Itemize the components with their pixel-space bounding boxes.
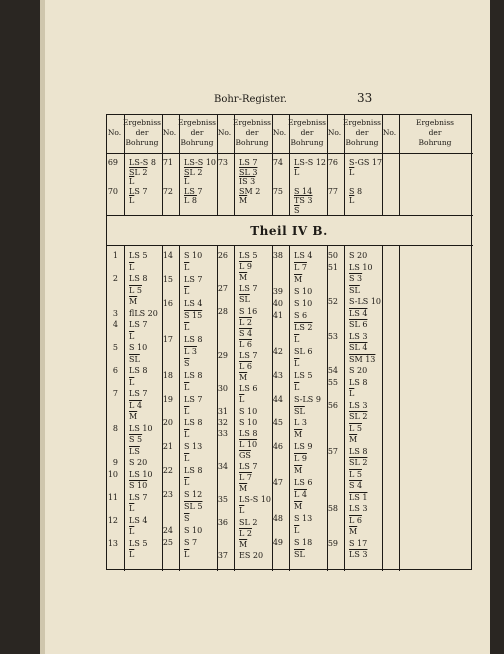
entry-number: 69 bbox=[107, 158, 118, 167]
entry-result: LS 8 bbox=[184, 370, 203, 380]
entry-result: $\overline{L}$ bbox=[184, 286, 190, 296]
entry-result: L 2 bbox=[239, 317, 252, 327]
entry-result: LS 7 bbox=[129, 389, 148, 399]
header-result: Ergebniss bbox=[178, 118, 217, 127]
entry-result: LS 7 bbox=[129, 492, 148, 502]
entry-result: SL 6 bbox=[349, 320, 368, 330]
entry-result: LS 4 bbox=[349, 308, 368, 318]
header-result: der bbox=[355, 128, 369, 137]
header-no: No. bbox=[327, 128, 342, 137]
entry-result: $\overline{L}$ bbox=[184, 322, 190, 332]
entry-number: 6 bbox=[112, 366, 118, 376]
entry-number: 12 bbox=[107, 515, 118, 525]
entry-number: 1 bbox=[112, 251, 118, 260]
entry-result: S 10 bbox=[239, 406, 258, 416]
entry-number: 10 bbox=[107, 469, 118, 479]
entry-result: S 10 bbox=[294, 298, 313, 308]
entry-result: $\overline{L}$ bbox=[294, 358, 300, 368]
entry-result: LS 5 bbox=[294, 370, 313, 380]
entry-result: SL 5 bbox=[184, 502, 203, 512]
entry-result: S 7 bbox=[184, 538, 198, 548]
entry-number: 40 bbox=[272, 298, 283, 308]
entry-number: 47 bbox=[272, 478, 283, 488]
entry-result: LS 8 bbox=[184, 466, 203, 476]
entry-result: LS 10 bbox=[349, 262, 373, 272]
entry-result: S-LS 10 bbox=[349, 297, 381, 307]
entry-result: LS 8 bbox=[184, 334, 203, 344]
entry-result: S 17 bbox=[349, 538, 368, 548]
entry-result: $\overline{L}$ bbox=[239, 506, 245, 516]
entry-result: $\overline{M}$ bbox=[349, 527, 358, 537]
entry-result: $\overline{M}$ bbox=[239, 373, 248, 383]
header-result: Ergebniss bbox=[288, 118, 327, 127]
entry-result: L 5 bbox=[349, 469, 362, 479]
header-no: No. bbox=[107, 128, 122, 137]
entry-result: LS 8 bbox=[349, 377, 368, 387]
section-title: Theil IV B. bbox=[250, 224, 328, 238]
entry-result: L 5 bbox=[129, 285, 142, 295]
entry-number: 5 bbox=[112, 343, 118, 353]
entry-result: SL 6 bbox=[294, 346, 313, 356]
entry-result: LS 3 bbox=[349, 331, 368, 341]
header-result: Bohrung bbox=[345, 138, 379, 147]
entry-result: LS 8 bbox=[129, 274, 148, 284]
entry-result: $\overline{SL}$ bbox=[349, 285, 360, 295]
entry-number: 19 bbox=[162, 394, 173, 404]
entry-number: 13 bbox=[107, 538, 118, 548]
entry-result: LS 3 bbox=[349, 504, 368, 514]
header-no: No. bbox=[217, 128, 232, 137]
entry-result: $\overline{M}$ bbox=[349, 435, 358, 445]
entry-number: 11 bbox=[107, 492, 118, 502]
entry-result: L 6 bbox=[239, 362, 252, 372]
entry-result: L 6 bbox=[239, 339, 252, 349]
entry-number: 70 bbox=[107, 186, 118, 196]
entry-result: $\overline{SL}$ bbox=[294, 406, 305, 416]
entry-number: 50 bbox=[327, 251, 338, 260]
header-no: No. bbox=[272, 128, 287, 137]
entry-number: 73 bbox=[217, 158, 228, 167]
entry-result: S 10 bbox=[129, 481, 148, 491]
entry-result: S 16 bbox=[239, 306, 258, 316]
entry-number: 72 bbox=[162, 186, 173, 196]
entry-number: 45 bbox=[272, 418, 283, 428]
entry-result: LS 5 bbox=[239, 251, 258, 260]
entry-number: 53 bbox=[327, 331, 338, 341]
header-no: No. bbox=[162, 128, 177, 137]
entry-number: 48 bbox=[272, 514, 283, 524]
entry-result: $\overline{L}$ bbox=[129, 177, 135, 186]
entry-result: S 10 bbox=[184, 526, 203, 536]
entry-result: L 8 bbox=[184, 196, 197, 205]
entry-result: L 9 bbox=[294, 454, 307, 464]
column-rule-lower bbox=[124, 245, 125, 571]
entry-result: L 2 bbox=[239, 528, 252, 538]
entry-result: LS 6 bbox=[239, 384, 258, 394]
column-rule-lower bbox=[289, 245, 290, 571]
entry-result: $\overline{L}$ bbox=[184, 177, 190, 186]
column-rule-lower bbox=[399, 245, 400, 571]
entry-number: 20 bbox=[162, 418, 173, 428]
header-result: der bbox=[135, 128, 149, 137]
entry-result: S 13 bbox=[294, 514, 313, 524]
entry-result: TS 3 bbox=[294, 196, 313, 205]
entry-result: $\overline{SL}$ bbox=[294, 550, 305, 560]
entry-result: S 13 bbox=[184, 442, 203, 452]
entry-result: $\overline{L}$ bbox=[294, 167, 300, 177]
entry-result: $\overline{L}$ bbox=[129, 504, 135, 514]
header-result: Bohrung bbox=[180, 138, 214, 147]
entry-result: flLS 20 bbox=[129, 308, 158, 318]
entry-result: SL 2 bbox=[184, 167, 203, 177]
entry-number: 59 bbox=[327, 538, 338, 548]
column-rule-lower bbox=[162, 245, 163, 571]
entry-result: S 20 bbox=[349, 366, 368, 376]
entry-result: LS 2 bbox=[294, 322, 313, 332]
entry-result: LS-S 8 bbox=[129, 158, 156, 167]
entry-result: LS 3 bbox=[349, 400, 368, 410]
entry-result: S 5 bbox=[129, 435, 143, 445]
entry-result: S 3 bbox=[349, 274, 363, 284]
header-result: Bohrung bbox=[235, 138, 269, 147]
entry-number: 9 bbox=[112, 458, 118, 468]
entry-number: 15 bbox=[162, 274, 173, 284]
entry-result: S 18 bbox=[294, 538, 313, 548]
entry-result: S 10 bbox=[294, 286, 313, 296]
entry-result: $\overline{LS}$ bbox=[129, 446, 140, 456]
page-number: 33 bbox=[357, 91, 373, 105]
entry-result: S-LS 9 bbox=[294, 394, 321, 404]
entry-result: S 10 bbox=[239, 417, 258, 427]
entry-number: 76 bbox=[327, 158, 338, 167]
entry-number: 46 bbox=[272, 442, 283, 452]
entry-result: S 4 bbox=[239, 328, 253, 338]
entry-result: $\overline{L}$ bbox=[184, 478, 190, 488]
entry-result: S 10 bbox=[129, 343, 148, 353]
entry-result: $\overline{M}$ bbox=[294, 430, 303, 440]
entry-result: $\overline{M}$ bbox=[294, 502, 303, 512]
entry-result: $\overline{M}$ bbox=[294, 274, 303, 284]
entry-result: S 4 bbox=[349, 481, 363, 491]
entry-result: LS 7 bbox=[239, 462, 258, 472]
entry-number: 35 bbox=[217, 495, 228, 505]
entry-result: L 4 bbox=[129, 400, 142, 410]
entry-result: $\overline{GS}$ bbox=[239, 450, 251, 460]
entry-result: S 6 bbox=[294, 310, 308, 320]
entry-number: 28 bbox=[217, 306, 228, 316]
entry-result: $\overline{L}$ bbox=[184, 454, 190, 464]
entry-result: $\overline{L}$ bbox=[184, 262, 190, 272]
entry-result: $\overline{M}$ bbox=[239, 484, 248, 494]
entry-number: 26 bbox=[217, 251, 228, 260]
entry-number: 44 bbox=[272, 394, 283, 404]
entry-result: L 7 bbox=[294, 262, 307, 272]
entry-result: LS 1 bbox=[349, 492, 368, 502]
entry-result: LS 8 bbox=[184, 418, 203, 428]
entry-number: 3 bbox=[112, 308, 118, 318]
entry-number: 33 bbox=[217, 428, 228, 438]
entry-result: S 20 bbox=[349, 251, 368, 260]
entry-number: 2 bbox=[112, 274, 118, 284]
column-rule-lower bbox=[234, 245, 235, 571]
entry-number: 38 bbox=[272, 251, 283, 260]
entry-result: L 9 bbox=[239, 262, 252, 272]
entry-result: LS 4 bbox=[129, 515, 148, 525]
entry-number: 27 bbox=[217, 284, 228, 294]
entry-result: LS 7 bbox=[239, 350, 258, 360]
entry-result: $\overline{M}$ bbox=[294, 466, 303, 476]
entry-number: 58 bbox=[327, 504, 338, 514]
entry-result: LS-S 10 bbox=[184, 158, 216, 167]
entry-result: LS 4 bbox=[294, 251, 313, 260]
entry-result: $\overline{L}$ bbox=[184, 430, 190, 440]
entry-number: 16 bbox=[162, 298, 173, 308]
entry-result: S 12 bbox=[184, 490, 203, 500]
entry-result: $\overline{L}$ bbox=[129, 550, 135, 560]
entry-number: 7 bbox=[112, 389, 118, 399]
entry-number: 77 bbox=[327, 186, 338, 196]
entry-result: L 10 bbox=[239, 439, 258, 449]
entry-result: LS 9 bbox=[294, 442, 313, 452]
entry-number: 22 bbox=[162, 466, 173, 476]
header-result: der bbox=[428, 128, 442, 137]
entry-result: L 3 bbox=[294, 418, 307, 428]
entry-result: $\overline{L}$ bbox=[184, 550, 190, 560]
entry-result: SM 2 bbox=[239, 186, 261, 196]
entry-result: LS 8 bbox=[129, 366, 148, 376]
entry-result: LS 7 bbox=[129, 186, 148, 196]
entry-number: 18 bbox=[162, 370, 173, 380]
entry-result: $\overline{S}$ bbox=[294, 205, 300, 215]
entry-result: $\overline{L}$ bbox=[184, 382, 190, 392]
entry-result: $\overline{L}$ bbox=[349, 389, 355, 399]
entry-result: $\overline{L}$ bbox=[129, 377, 135, 387]
entry-result: $\overline{L}$ bbox=[239, 395, 245, 405]
entry-number: 37 bbox=[217, 550, 228, 560]
entry-result: LS 10 bbox=[129, 469, 153, 479]
page-gutter bbox=[40, 0, 45, 654]
entry-result: LS 8 bbox=[239, 428, 258, 438]
entry-number: 31 bbox=[217, 406, 228, 416]
entry-result: $\overline{S}$ bbox=[184, 514, 190, 524]
entry-result: $\overline{L}$ bbox=[129, 262, 135, 272]
entry-result: L 7 bbox=[239, 473, 252, 483]
entry-result: $\overline{M}$ bbox=[129, 297, 138, 307]
entry-number: 21 bbox=[162, 442, 173, 452]
running-head: Bohr-Register. bbox=[214, 94, 287, 105]
entry-result: $\overline{L}$ bbox=[294, 382, 300, 392]
entry-result: S-GS 17 bbox=[349, 158, 383, 167]
header-result: Ergebniss bbox=[343, 118, 382, 127]
entry-number: 17 bbox=[162, 334, 173, 344]
entry-result: $\overline{SL}$ bbox=[129, 354, 140, 364]
header-result: Bohrung bbox=[290, 138, 324, 147]
entry-number: 39 bbox=[272, 286, 283, 296]
entry-result: L 5 bbox=[349, 423, 362, 433]
entry-result: SL 2 bbox=[349, 458, 368, 468]
entry-result: LS 10 bbox=[129, 423, 153, 433]
entry-result: L 3 bbox=[184, 346, 197, 356]
entry-result: IS 3 bbox=[239, 177, 256, 186]
entry-result: LS 4 bbox=[184, 298, 203, 308]
header-result: Ergebniss bbox=[233, 118, 272, 127]
entry-number: 52 bbox=[327, 297, 338, 307]
entry-result: LS 7 bbox=[184, 274, 203, 284]
header-result: der bbox=[300, 128, 314, 137]
column-rule-lower bbox=[344, 245, 345, 571]
header-result: Bohrung bbox=[418, 138, 452, 147]
entry-result: LS 7 bbox=[184, 186, 203, 196]
entry-result: $\overline{L}$ bbox=[294, 334, 300, 344]
entry-number: 34 bbox=[217, 462, 228, 472]
entry-result: LS 3 bbox=[349, 550, 368, 560]
entry-result: SL 4 bbox=[349, 343, 368, 353]
entry-result: S 14 bbox=[294, 186, 313, 196]
entry-result: S 10 bbox=[184, 251, 203, 260]
entry-result: SL 2 bbox=[349, 412, 368, 422]
entry-result: SM 13 bbox=[349, 354, 376, 364]
entry-result: SL 2 bbox=[239, 517, 258, 527]
entry-result: SL 2 bbox=[129, 167, 148, 177]
section-rule-top bbox=[107, 215, 473, 216]
entry-result: LS 7 bbox=[184, 394, 203, 404]
entry-number: 74 bbox=[272, 158, 283, 167]
entry-number: 29 bbox=[217, 350, 228, 360]
entry-result: $\overline{M}$ bbox=[239, 196, 248, 205]
entry-result: LS-S 12 bbox=[294, 158, 326, 167]
entry-result: LS 5 bbox=[129, 538, 148, 548]
entry-result: $\overline{L}$ bbox=[294, 526, 300, 536]
column-rule-lower bbox=[179, 245, 180, 571]
entry-result: $\overline{M}$ bbox=[239, 273, 248, 283]
entry-result: LS 7 bbox=[239, 158, 258, 167]
entry-number: 14 bbox=[162, 251, 173, 260]
entry-number: 56 bbox=[327, 400, 338, 410]
header-result: Ergebniss bbox=[415, 118, 455, 127]
entry-result: $\overline{S}$ bbox=[184, 358, 190, 368]
entry-number: 30 bbox=[217, 384, 228, 394]
header-result: Ergebniss bbox=[123, 118, 162, 127]
entry-number: 24 bbox=[162, 526, 173, 536]
entry-result: $\overline{SL}$ bbox=[239, 295, 250, 305]
entry-number: 25 bbox=[162, 538, 173, 548]
column-rule-lower bbox=[382, 245, 383, 571]
entry-result: $\overline{L}$ bbox=[349, 196, 355, 205]
entry-result: L 4 bbox=[294, 490, 307, 500]
entry-result: LS-S 10 bbox=[239, 495, 271, 505]
entry-result: $\overline{L}$ bbox=[129, 196, 135, 205]
entry-number: 42 bbox=[272, 346, 283, 356]
entry-result: $\overline{L}$ bbox=[349, 167, 355, 177]
entry-result: $\overline{L}$ bbox=[129, 527, 135, 537]
header-result: der bbox=[245, 128, 259, 137]
entry-number: 51 bbox=[327, 262, 338, 272]
entry-number: 8 bbox=[112, 423, 118, 433]
header-result: der bbox=[190, 128, 204, 137]
entry-result: LS 7 bbox=[239, 284, 258, 294]
entry-result: $\overline{L}$ bbox=[129, 331, 135, 341]
entry-number: 54 bbox=[327, 366, 338, 376]
entry-result: LS 8 bbox=[349, 446, 368, 456]
entry-result: $\overline{L}$ bbox=[184, 406, 190, 416]
entry-number: 55 bbox=[327, 377, 338, 387]
entry-result: S 15 bbox=[184, 310, 203, 320]
entry-number: 71 bbox=[162, 158, 173, 167]
entry-result: S 8 bbox=[349, 186, 363, 196]
entry-number: 4 bbox=[112, 320, 118, 330]
entry-number: 49 bbox=[272, 538, 283, 548]
entry-result: $\overline{M}$ bbox=[129, 412, 138, 422]
entry-number: 41 bbox=[272, 310, 283, 320]
entry-result: S 20 bbox=[129, 458, 148, 468]
entry-result: SL 3 bbox=[239, 167, 258, 177]
entry-number: 23 bbox=[162, 490, 173, 500]
entry-result: ES 20 bbox=[239, 550, 264, 560]
header-result: Bohrung bbox=[125, 138, 159, 147]
entry-number: 32 bbox=[217, 417, 228, 427]
entry-number: 75 bbox=[272, 186, 283, 196]
header-no: No. bbox=[382, 128, 397, 137]
entry-number: 57 bbox=[327, 446, 338, 456]
entry-result: $\overline{M}$ bbox=[239, 539, 248, 549]
entry-number: 43 bbox=[272, 370, 283, 380]
entry-result: LS 7 bbox=[129, 320, 148, 330]
entry-result: LS 6 bbox=[294, 478, 313, 488]
entry-number: 36 bbox=[217, 517, 228, 527]
entry-result: LS 5 bbox=[129, 251, 148, 260]
entry-result: L 6 bbox=[349, 515, 362, 525]
